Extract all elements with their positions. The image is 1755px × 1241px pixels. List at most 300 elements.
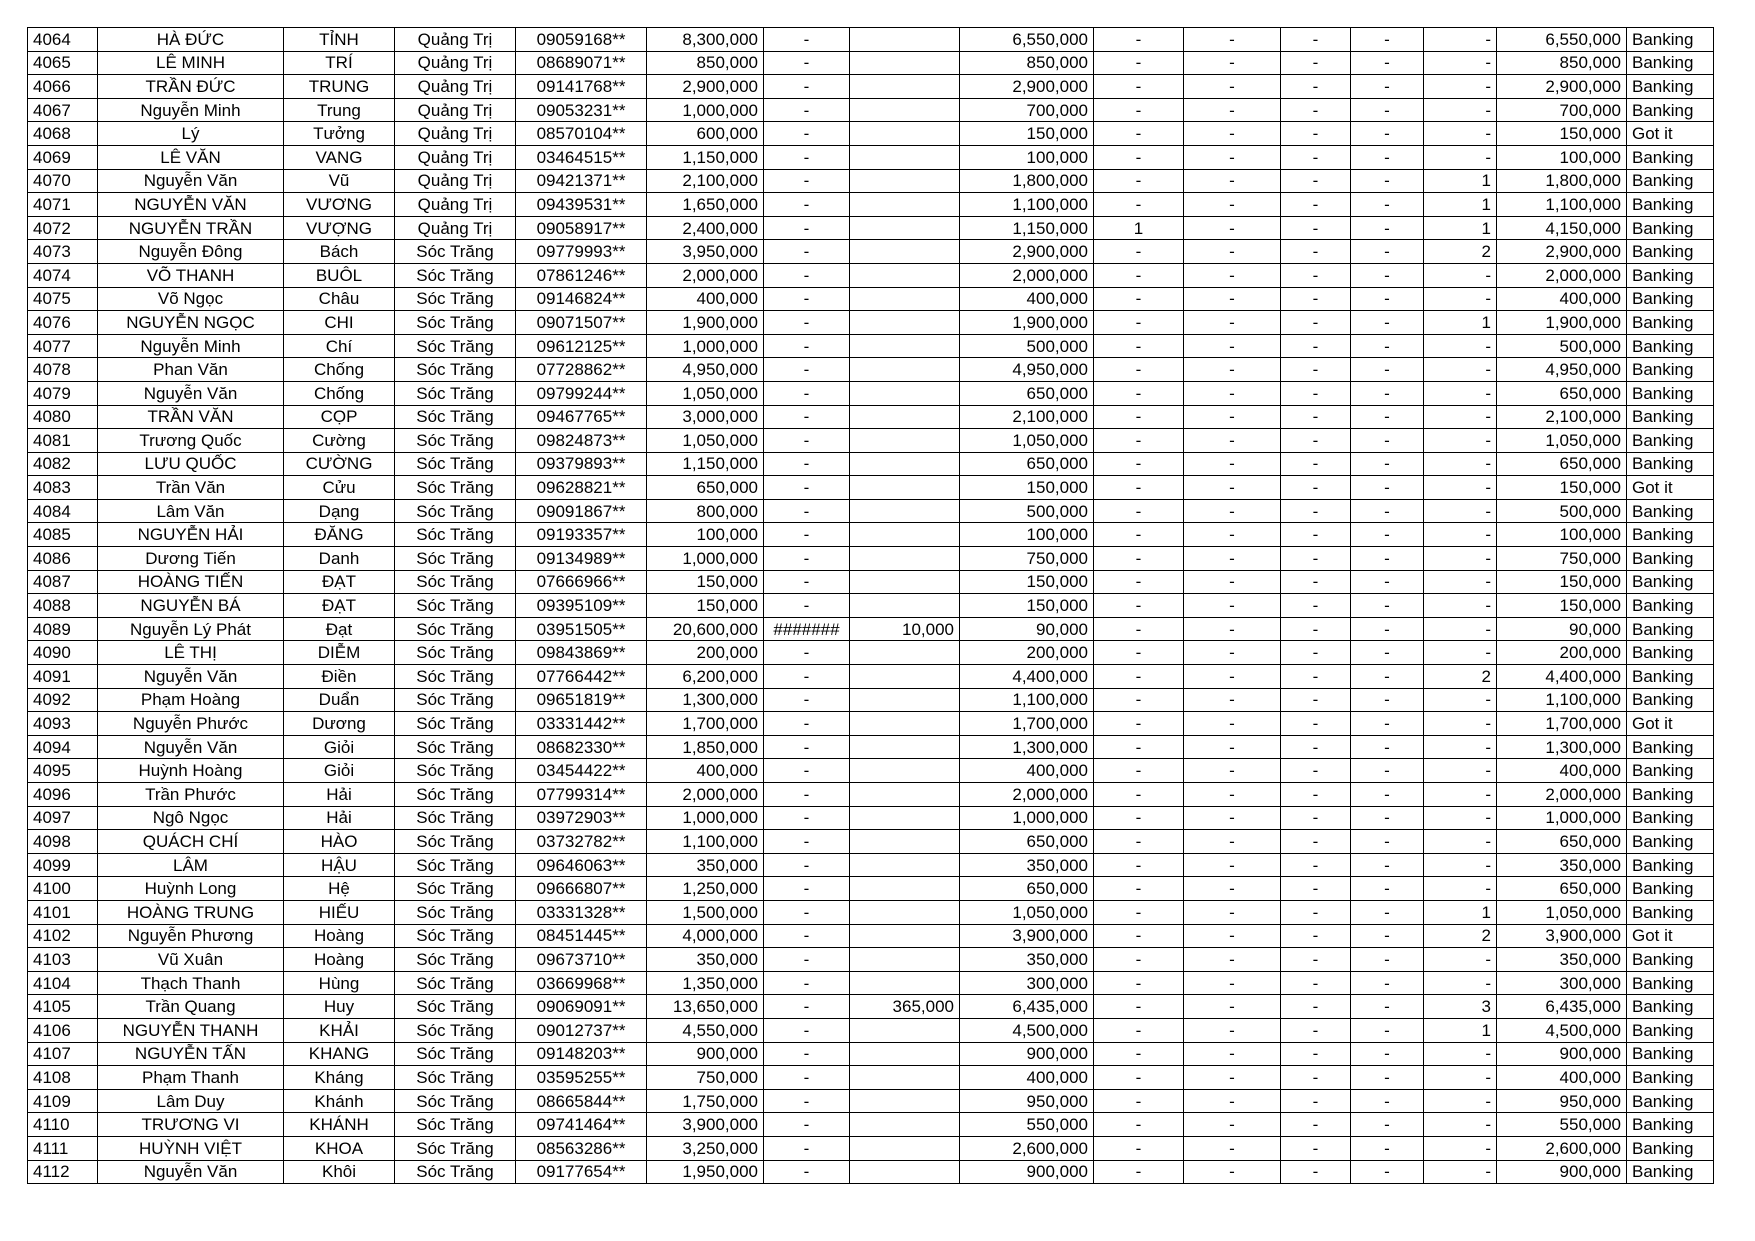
table-row (28, 287, 1714, 311)
amount-received-cell: 1,900,000 (960, 311, 1094, 335)
final-amount-cell: 150,000 (1497, 476, 1627, 500)
count-e-cell: - (1424, 1160, 1497, 1184)
amount-2-cell: - (764, 830, 850, 854)
given-name-cell: Nguyễn Văn (98, 735, 284, 759)
last-name-cell: ĐẠT (284, 594, 395, 618)
table-row (28, 476, 1714, 500)
table-row (28, 641, 1714, 665)
count-b-cell: - (1184, 617, 1281, 641)
count-d-cell: - (1351, 853, 1424, 877)
count-c-cell: - (1281, 735, 1351, 759)
table-row (28, 216, 1714, 240)
amount-received-cell: 3,900,000 (960, 924, 1094, 948)
payment-method-cell: Banking (1627, 523, 1714, 547)
count-a-cell: - (1094, 1113, 1184, 1137)
total-amount-cell: 400,000 (647, 287, 764, 311)
given-name-cell: HOÀNG TIẾN (98, 570, 284, 594)
province-cell: Sóc Trăng (395, 499, 516, 523)
last-name-cell: Đạt (284, 617, 395, 641)
count-d-cell: - (1351, 358, 1424, 382)
count-a-cell: - (1094, 971, 1184, 995)
count-b-cell: - (1184, 853, 1281, 877)
final-amount-cell: 3,900,000 (1497, 924, 1627, 948)
total-amount-cell: 850,000 (647, 51, 764, 75)
amount-3-cell (850, 405, 960, 429)
total-amount-cell: 20,600,000 (647, 617, 764, 641)
amount-3-cell (850, 334, 960, 358)
count-b-cell: - (1184, 1136, 1281, 1160)
count-d-cell: - (1351, 900, 1424, 924)
count-e-cell: - (1424, 570, 1497, 594)
amount-2-cell: - (764, 263, 850, 287)
phone-cell: 09439531** (516, 193, 647, 217)
province-cell: Sóc Trăng (395, 570, 516, 594)
final-amount-cell: 1,300,000 (1497, 735, 1627, 759)
last-name-cell: Chí (284, 334, 395, 358)
count-d-cell: - (1351, 381, 1424, 405)
total-amount-cell: 2,000,000 (647, 783, 764, 807)
count-b-cell: - (1184, 1089, 1281, 1113)
total-amount-cell: 650,000 (647, 476, 764, 500)
province-cell: Quảng Trị (395, 169, 516, 193)
amount-2-cell: - (764, 75, 850, 99)
final-amount-cell: 350,000 (1497, 948, 1627, 972)
count-b-cell: - (1184, 1113, 1281, 1137)
payment-method-cell: Banking (1627, 1089, 1714, 1113)
given-name-cell: Võ Ngọc (98, 287, 284, 311)
data-table (27, 27, 1714, 1184)
table-row (28, 523, 1714, 547)
row-id-cell: 4084 (28, 499, 98, 523)
count-a-cell: - (1094, 712, 1184, 736)
amount-3-cell (850, 240, 960, 264)
total-amount-cell: 350,000 (647, 948, 764, 972)
amount-received-cell: 650,000 (960, 452, 1094, 476)
table-row (28, 169, 1714, 193)
count-d-cell: - (1351, 547, 1424, 571)
total-amount-cell: 200,000 (647, 641, 764, 665)
count-a-cell: - (1094, 853, 1184, 877)
row-id-cell: 4080 (28, 405, 98, 429)
table-row (28, 75, 1714, 99)
phone-cell: 09779993** (516, 240, 647, 264)
given-name-cell: Nguyễn Văn (98, 665, 284, 689)
count-d-cell: - (1351, 1042, 1424, 1066)
count-d-cell: - (1351, 665, 1424, 689)
total-amount-cell: 6,200,000 (647, 665, 764, 689)
amount-2-cell: - (764, 712, 850, 736)
count-c-cell: - (1281, 240, 1351, 264)
amount-3-cell (850, 924, 960, 948)
final-amount-cell: 2,000,000 (1497, 263, 1627, 287)
phone-cell: 09666807** (516, 877, 647, 901)
table-row (28, 830, 1714, 854)
row-id-cell: 4066 (28, 75, 98, 99)
count-c-cell: - (1281, 759, 1351, 783)
count-c-cell: - (1281, 641, 1351, 665)
province-cell: Sóc Trăng (395, 263, 516, 287)
count-c-cell: - (1281, 665, 1351, 689)
count-d-cell: - (1351, 334, 1424, 358)
province-cell: Sóc Trăng (395, 995, 516, 1019)
province-cell: Sóc Trăng (395, 1066, 516, 1090)
amount-2-cell: - (764, 311, 850, 335)
phone-cell: 07666966** (516, 570, 647, 594)
count-a-cell: - (1094, 900, 1184, 924)
province-cell: Sóc Trăng (395, 924, 516, 948)
count-d-cell: - (1351, 783, 1424, 807)
province-cell: Sóc Trăng (395, 759, 516, 783)
count-e-cell: - (1424, 358, 1497, 382)
given-name-cell: QUÁCH CHÍ (98, 830, 284, 854)
last-name-cell: DIỄM (284, 641, 395, 665)
amount-3-cell (850, 1018, 960, 1042)
payment-method-cell: Banking (1627, 216, 1714, 240)
amount-received-cell: 650,000 (960, 830, 1094, 854)
total-amount-cell: 4,550,000 (647, 1018, 764, 1042)
count-b-cell: - (1184, 429, 1281, 453)
amount-received-cell: 1,100,000 (960, 193, 1094, 217)
amount-received-cell: 4,500,000 (960, 1018, 1094, 1042)
count-e-cell: - (1424, 28, 1497, 52)
total-amount-cell: 100,000 (647, 523, 764, 547)
given-name-cell: TRƯƠNG VI (98, 1113, 284, 1137)
amount-received-cell: 6,435,000 (960, 995, 1094, 1019)
count-e-cell: - (1424, 429, 1497, 453)
province-cell: Sóc Trăng (395, 452, 516, 476)
province-cell: Quảng Trị (395, 216, 516, 240)
table-row (28, 995, 1714, 1019)
count-e-cell: 2 (1424, 665, 1497, 689)
province-cell: Sóc Trăng (395, 688, 516, 712)
table-row (28, 547, 1714, 571)
given-name-cell: Nguyễn Phương (98, 924, 284, 948)
count-e-cell: - (1424, 476, 1497, 500)
amount-3-cell (850, 971, 960, 995)
final-amount-cell: 850,000 (1497, 51, 1627, 75)
count-a-cell: - (1094, 358, 1184, 382)
row-id-cell: 4107 (28, 1042, 98, 1066)
last-name-cell: Hệ (284, 877, 395, 901)
table-row (28, 735, 1714, 759)
amount-3-cell: 365,000 (850, 995, 960, 1019)
count-c-cell: - (1281, 783, 1351, 807)
row-id-cell: 4096 (28, 783, 98, 807)
count-b-cell: - (1184, 169, 1281, 193)
count-b-cell: - (1184, 948, 1281, 972)
total-amount-cell: 3,900,000 (647, 1113, 764, 1137)
count-e-cell: - (1424, 547, 1497, 571)
count-d-cell: - (1351, 75, 1424, 99)
count-a-cell: - (1094, 287, 1184, 311)
count-b-cell: - (1184, 995, 1281, 1019)
count-c-cell: - (1281, 429, 1351, 453)
table-row (28, 1089, 1714, 1113)
row-id-cell: 4081 (28, 429, 98, 453)
payment-method-cell: Banking (1627, 499, 1714, 523)
amount-2-cell: - (764, 877, 850, 901)
amount-3-cell (850, 948, 960, 972)
amount-2-cell: - (764, 334, 850, 358)
count-e-cell: - (1424, 287, 1497, 311)
given-name-cell: NGUYỄN NGỌC (98, 311, 284, 335)
last-name-cell: CỌP (284, 405, 395, 429)
amount-2-cell: - (764, 688, 850, 712)
count-d-cell: - (1351, 476, 1424, 500)
count-a-cell: - (1094, 570, 1184, 594)
last-name-cell: Chống (284, 358, 395, 382)
count-b-cell: - (1184, 665, 1281, 689)
final-amount-cell: 650,000 (1497, 381, 1627, 405)
count-a-cell: - (1094, 806, 1184, 830)
total-amount-cell: 1,650,000 (647, 193, 764, 217)
payment-method-cell: Banking (1627, 570, 1714, 594)
table-row (28, 51, 1714, 75)
count-a-cell: - (1094, 145, 1184, 169)
phone-cell: 09612125** (516, 334, 647, 358)
last-name-cell: Hải (284, 806, 395, 830)
amount-2-cell: - (764, 98, 850, 122)
count-d-cell: - (1351, 1160, 1424, 1184)
total-amount-cell: 13,650,000 (647, 995, 764, 1019)
total-amount-cell: 1,100,000 (647, 830, 764, 854)
table-row (28, 193, 1714, 217)
table-row (28, 122, 1714, 146)
last-name-cell: Hoàng (284, 948, 395, 972)
count-c-cell: - (1281, 405, 1351, 429)
count-c-cell: - (1281, 499, 1351, 523)
phone-cell: 03972903** (516, 806, 647, 830)
count-e-cell: - (1424, 641, 1497, 665)
province-cell: Quảng Trị (395, 98, 516, 122)
amount-3-cell (850, 51, 960, 75)
row-id-cell: 4065 (28, 51, 98, 75)
amount-3-cell (850, 216, 960, 240)
count-d-cell: - (1351, 641, 1424, 665)
amount-received-cell: 500,000 (960, 334, 1094, 358)
province-cell: Sóc Trăng (395, 617, 516, 641)
count-e-cell: - (1424, 735, 1497, 759)
amount-2-cell: - (764, 594, 850, 618)
count-c-cell: - (1281, 51, 1351, 75)
phone-cell: 08682330** (516, 735, 647, 759)
last-name-cell: KHÁNH (284, 1113, 395, 1137)
province-cell: Sóc Trăng (395, 830, 516, 854)
amount-received-cell: 950,000 (960, 1089, 1094, 1113)
given-name-cell: NGUYỄN BÁ (98, 594, 284, 618)
amount-3-cell (850, 28, 960, 52)
province-cell: Sóc Trăng (395, 311, 516, 335)
phone-cell: 03454422** (516, 759, 647, 783)
count-c-cell: - (1281, 311, 1351, 335)
count-c-cell: - (1281, 452, 1351, 476)
amount-2-cell: - (764, 476, 850, 500)
amount-3-cell (850, 712, 960, 736)
amount-3-cell (850, 98, 960, 122)
phone-cell: 03732782** (516, 830, 647, 854)
count-d-cell: - (1351, 759, 1424, 783)
province-cell: Sóc Trăng (395, 405, 516, 429)
count-e-cell: 2 (1424, 240, 1497, 264)
province-cell: Sóc Trăng (395, 665, 516, 689)
last-name-cell: Tưởng (284, 122, 395, 146)
count-a-cell: - (1094, 1018, 1184, 1042)
amount-3-cell (850, 381, 960, 405)
table-row (28, 1113, 1714, 1137)
final-amount-cell: 300,000 (1497, 971, 1627, 995)
count-e-cell: - (1424, 452, 1497, 476)
total-amount-cell: 750,000 (647, 1066, 764, 1090)
table-row (28, 499, 1714, 523)
given-name-cell: Nguyễn Văn (98, 1160, 284, 1184)
count-d-cell: - (1351, 145, 1424, 169)
count-c-cell: - (1281, 169, 1351, 193)
count-a-cell: - (1094, 193, 1184, 217)
count-d-cell: - (1351, 452, 1424, 476)
amount-received-cell: 2,000,000 (960, 263, 1094, 287)
count-d-cell: - (1351, 499, 1424, 523)
province-cell: Sóc Trăng (395, 523, 516, 547)
payment-method-cell: Banking (1627, 263, 1714, 287)
count-a-cell: - (1094, 523, 1184, 547)
count-a-cell: - (1094, 735, 1184, 759)
last-name-cell: HIẾU (284, 900, 395, 924)
given-name-cell: Phan Văn (98, 358, 284, 382)
count-d-cell: - (1351, 405, 1424, 429)
last-name-cell: Khánh (284, 1089, 395, 1113)
row-id-cell: 4100 (28, 877, 98, 901)
amount-2-cell: - (764, 145, 850, 169)
count-b-cell: - (1184, 924, 1281, 948)
amount-received-cell: 2,100,000 (960, 405, 1094, 429)
row-id-cell: 4073 (28, 240, 98, 264)
row-id-cell: 4101 (28, 900, 98, 924)
row-id-cell: 4076 (28, 311, 98, 335)
count-b-cell: - (1184, 783, 1281, 807)
payment-method-cell: Banking (1627, 617, 1714, 641)
given-name-cell: Trần Quang (98, 995, 284, 1019)
final-amount-cell: 950,000 (1497, 1089, 1627, 1113)
amount-2-cell: - (764, 1018, 850, 1042)
total-amount-cell: 3,250,000 (647, 1136, 764, 1160)
count-a-cell: - (1094, 759, 1184, 783)
payment-method-cell: Banking (1627, 98, 1714, 122)
final-amount-cell: 2,000,000 (1497, 783, 1627, 807)
table-row (28, 971, 1714, 995)
payment-method-cell: Banking (1627, 381, 1714, 405)
table-row (28, 263, 1714, 287)
count-b-cell: - (1184, 499, 1281, 523)
row-id-cell: 4093 (28, 712, 98, 736)
given-name-cell: Trương Quốc (98, 429, 284, 453)
amount-received-cell: 2,000,000 (960, 783, 1094, 807)
amount-2-cell: - (764, 358, 850, 382)
payment-method-cell: Banking (1627, 193, 1714, 217)
given-name-cell: Nguyễn Đông (98, 240, 284, 264)
given-name-cell: Nguyễn Minh (98, 98, 284, 122)
final-amount-cell: 500,000 (1497, 499, 1627, 523)
count-b-cell: - (1184, 28, 1281, 52)
given-name-cell: LÂM (98, 853, 284, 877)
phone-cell: 09059168** (516, 28, 647, 52)
province-cell: Sóc Trăng (395, 240, 516, 264)
province-cell: Sóc Trăng (395, 1136, 516, 1160)
count-a-cell: - (1094, 429, 1184, 453)
amount-received-cell: 1,300,000 (960, 735, 1094, 759)
count-e-cell: - (1424, 523, 1497, 547)
final-amount-cell: 4,150,000 (1497, 216, 1627, 240)
province-cell: Sóc Trăng (395, 1089, 516, 1113)
row-id-cell: 4069 (28, 145, 98, 169)
province-cell: Sóc Trăng (395, 547, 516, 571)
count-a-cell: - (1094, 641, 1184, 665)
amount-3-cell (850, 1160, 960, 1184)
given-name-cell: HÀ ĐỨC (98, 28, 284, 52)
row-id-cell: 4077 (28, 334, 98, 358)
count-e-cell: - (1424, 783, 1497, 807)
amount-3-cell (850, 122, 960, 146)
payment-method-cell: Banking (1627, 405, 1714, 429)
phone-cell: 09824873** (516, 429, 647, 453)
province-cell: Sóc Trăng (395, 1113, 516, 1137)
payment-method-cell: Banking (1627, 806, 1714, 830)
count-b-cell: - (1184, 971, 1281, 995)
count-c-cell: - (1281, 948, 1351, 972)
phone-cell: 09012737** (516, 1018, 647, 1042)
row-id-cell: 4078 (28, 358, 98, 382)
amount-2-cell: - (764, 948, 850, 972)
phone-cell: 09134989** (516, 547, 647, 571)
last-name-cell: TRUNG (284, 75, 395, 99)
phone-cell: 08563286** (516, 1136, 647, 1160)
province-cell: Sóc Trăng (395, 1018, 516, 1042)
count-b-cell: - (1184, 240, 1281, 264)
payment-method-cell: Banking (1627, 759, 1714, 783)
province-cell: Sóc Trăng (395, 948, 516, 972)
table-row (28, 665, 1714, 689)
final-amount-cell: 6,550,000 (1497, 28, 1627, 52)
table-row (28, 240, 1714, 264)
amount-2-cell: - (764, 51, 850, 75)
phone-cell: 09741464** (516, 1113, 647, 1137)
amount-received-cell: 400,000 (960, 287, 1094, 311)
count-b-cell: - (1184, 1066, 1281, 1090)
count-d-cell: - (1351, 971, 1424, 995)
last-name-cell: HÀO (284, 830, 395, 854)
amount-received-cell: 150,000 (960, 122, 1094, 146)
last-name-cell: Trung (284, 98, 395, 122)
count-c-cell: - (1281, 476, 1351, 500)
amount-received-cell: 350,000 (960, 853, 1094, 877)
amount-2-cell: - (764, 452, 850, 476)
given-name-cell: NGUYỄN VĂN (98, 193, 284, 217)
amount-received-cell: 2,600,000 (960, 1136, 1094, 1160)
total-amount-cell: 1,000,000 (647, 547, 764, 571)
amount-2-cell: - (764, 641, 850, 665)
table-row (28, 1042, 1714, 1066)
count-c-cell: - (1281, 570, 1351, 594)
count-c-cell: - (1281, 830, 1351, 854)
amount-2-cell: - (764, 806, 850, 830)
row-id-cell: 4088 (28, 594, 98, 618)
count-d-cell: - (1351, 570, 1424, 594)
amount-3-cell (850, 688, 960, 712)
phone-cell: 09091867** (516, 499, 647, 523)
amount-received-cell: 300,000 (960, 971, 1094, 995)
count-b-cell: - (1184, 145, 1281, 169)
payment-method-cell: Banking (1627, 311, 1714, 335)
total-amount-cell: 1,000,000 (647, 334, 764, 358)
